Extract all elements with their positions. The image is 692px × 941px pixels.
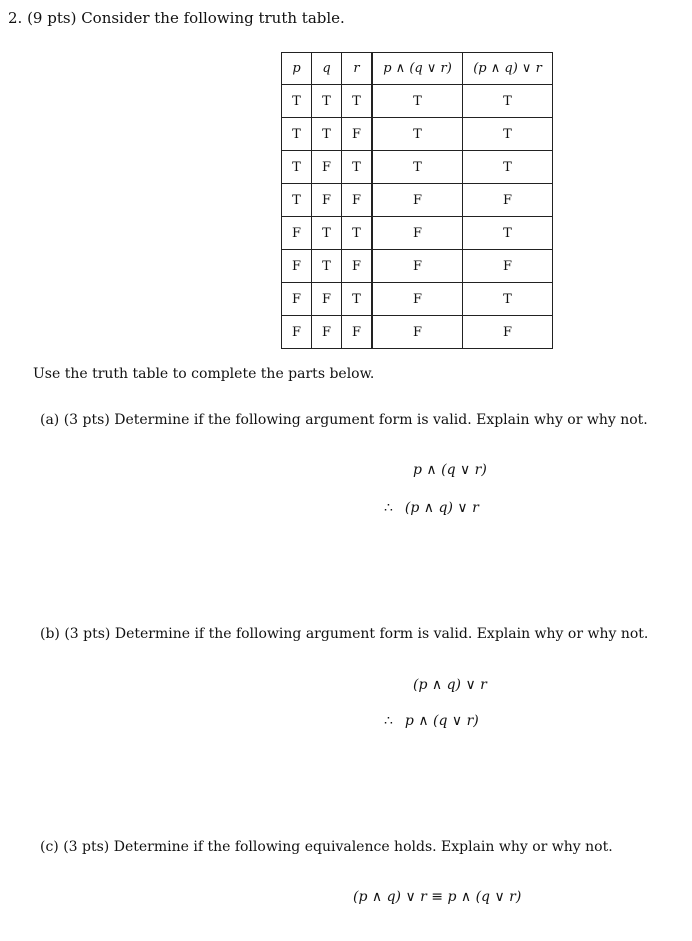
table-cell: F xyxy=(282,217,312,250)
table-cell: F xyxy=(282,283,312,316)
part-a-conclusion-line xyxy=(384,500,479,516)
table-cell: F xyxy=(372,283,463,316)
table-cell: T xyxy=(282,85,312,118)
table-cell: F xyxy=(282,250,312,283)
table-cell: T xyxy=(312,85,342,118)
table-header-row xyxy=(282,53,553,85)
table-cell: T xyxy=(312,118,342,151)
table-cell: F xyxy=(372,316,463,349)
table-cell: T xyxy=(312,217,342,250)
table-cell: F xyxy=(282,316,312,349)
table-cell: T xyxy=(463,118,553,151)
table-cell: T xyxy=(282,118,312,151)
table-cell: F xyxy=(312,184,342,217)
table-cell: F xyxy=(342,250,373,283)
therefore-symbol: ∴ xyxy=(384,500,393,516)
part-c-text: (c) (3 pts) Determine if the following equivalence holds. Explain why or why not. xyxy=(40,839,613,855)
table-row xyxy=(282,118,553,151)
part-b-conclusion-line xyxy=(384,713,479,729)
table-row xyxy=(282,217,553,250)
table-row xyxy=(282,85,553,118)
header-expr2: (p ∧ q) ∨ r xyxy=(463,53,553,85)
therefore-symbol: ∴ xyxy=(384,713,393,729)
table-cell: F xyxy=(372,184,463,217)
table-row xyxy=(282,184,553,217)
table-cell: T xyxy=(463,283,553,316)
table-cell: T xyxy=(372,118,463,151)
table-cell: F xyxy=(372,217,463,250)
table-cell: F xyxy=(312,283,342,316)
part-c-equivalence: (p ∧ q) ∨ r ≡ p ∧ (q ∨ r) xyxy=(353,889,522,905)
table-cell: T xyxy=(342,85,373,118)
table-cell: F xyxy=(342,316,373,349)
table-cell: F xyxy=(312,151,342,184)
table-cell: T xyxy=(463,217,553,250)
truth-table xyxy=(281,52,553,349)
header-p: p xyxy=(282,53,312,85)
header-r: r xyxy=(342,53,373,85)
table-cell: F xyxy=(312,316,342,349)
table-cell: T xyxy=(463,85,553,118)
table-cell: T xyxy=(282,151,312,184)
table-cell: F xyxy=(372,250,463,283)
table-cell: T xyxy=(282,184,312,217)
table-cell: T xyxy=(312,250,342,283)
part-b-text: (b) (3 pts) Determine if the following argument form is valid. Explain why or why not. xyxy=(40,626,649,642)
table-cell: T xyxy=(372,151,463,184)
table-row xyxy=(282,283,553,316)
instructions: Use the truth table to complete the parts below. xyxy=(33,366,375,382)
table-cell: F xyxy=(342,184,373,217)
part-b-conclusion: p ∧ (q ∨ r) xyxy=(404,713,479,729)
table-cell: F xyxy=(342,118,373,151)
table-cell: T xyxy=(342,217,373,250)
table-row xyxy=(282,316,553,349)
table-cell: F xyxy=(463,250,553,283)
table-cell: F xyxy=(463,316,553,349)
table-cell: T xyxy=(342,283,373,316)
table-row xyxy=(282,151,553,184)
part-a-conclusion: (p ∧ q) ∨ r xyxy=(404,500,479,516)
table-cell: T xyxy=(372,85,463,118)
table-row xyxy=(282,250,553,283)
header-expr1: p ∧ (q ∨ r) xyxy=(372,53,463,85)
table-cell: F xyxy=(463,184,553,217)
part-a-text: (a) (3 pts) Determine if the following argument form is valid. Explain why or why not. xyxy=(40,412,648,428)
table-cell: T xyxy=(342,151,373,184)
table-cell: T xyxy=(463,151,553,184)
part-a-premise: p ∧ (q ∨ r) xyxy=(413,462,487,478)
part-b-premise: (p ∧ q) ∨ r xyxy=(413,677,487,693)
header-q: q xyxy=(312,53,342,85)
problem-title: 2. (9 pts) Consider the following truth table. xyxy=(8,9,345,27)
